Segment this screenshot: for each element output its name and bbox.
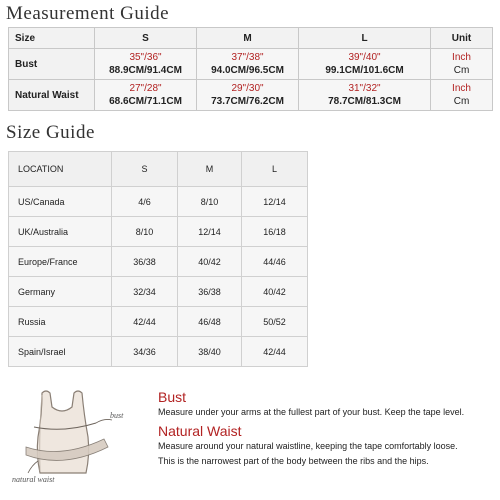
unit-cm: Cm [453, 96, 470, 107]
size-s-cell: 4/6 [112, 187, 178, 217]
size-row [9, 187, 308, 217]
size-s-cell: 34/36 [112, 337, 178, 367]
unit-cm: Cm [453, 65, 470, 76]
waist-definition-text-2: This is the narrowest part of the body between the ribs and the hips. [158, 456, 429, 466]
cell-l [299, 80, 431, 111]
unit-inch: Inch [452, 83, 471, 94]
size-l-cell: 44/46 [242, 247, 308, 277]
measurement-row-waist [9, 80, 493, 111]
location-cell: Germany [9, 277, 112, 307]
cm-value: 88.9CM/91.4CM [109, 65, 182, 76]
header-size: Size [9, 28, 95, 49]
location-cell: US/Canada [9, 187, 112, 217]
size-l-cell: 42/44 [242, 337, 308, 367]
size-l-cell: 16/18 [242, 217, 308, 247]
bust-definition-text: Measure under your arms at the fullest part of your bust. Keep the tape level. [158, 407, 465, 417]
waist-pointer-line [28, 461, 38, 473]
cell-s [95, 80, 197, 111]
waist-definition-title: Natural Waist [158, 423, 242, 439]
size-row [9, 277, 308, 307]
location-cell: UK/Australia [9, 217, 112, 247]
cell-m [197, 80, 299, 111]
size-s-cell: 36/38 [112, 247, 178, 277]
size-m-cell: 8/10 [178, 187, 242, 217]
header-m: M [178, 152, 242, 187]
unit-inch: Inch [452, 52, 471, 63]
row-label: Natural Waist [9, 80, 95, 111]
size-guide-table [8, 151, 308, 367]
size-s-cell: 42/44 [112, 307, 178, 337]
cell-unit [431, 49, 493, 80]
inch-value: 27"/28" [129, 83, 162, 94]
size-row [9, 337, 308, 367]
cm-value: 78.7CM/81.3CM [328, 96, 401, 107]
cell-unit [431, 80, 493, 111]
natural-waist-note: natural waist [12, 475, 55, 484]
bodice-shape [37, 391, 88, 473]
size-row [9, 307, 308, 337]
cm-value: 94.0CM/96.5CM [211, 65, 284, 76]
measurement-row-bust [9, 49, 493, 80]
header-s: S [112, 152, 178, 187]
bust-note: bust [110, 411, 124, 420]
inch-value: 29"/30" [231, 83, 264, 94]
inch-value: 39"/40" [348, 52, 381, 63]
cell-l [299, 49, 431, 80]
header-l: L [299, 28, 431, 49]
location-cell: Europe/France [9, 247, 112, 277]
size-row [9, 247, 308, 277]
location-cell: Spain/Israel [9, 337, 112, 367]
size-header-row [9, 152, 308, 187]
size-s-cell: 8/10 [112, 217, 178, 247]
size-l-cell: 50/52 [242, 307, 308, 337]
header-location: LOCATION [9, 152, 112, 187]
waist-definition-text-1: Measure around your natural waistline, keeping the tape comfortably loose. [158, 441, 458, 451]
measurement-table [8, 27, 493, 111]
measurement-guide-title: Measurement Guide [6, 3, 170, 24]
size-m-cell: 36/38 [178, 277, 242, 307]
cm-value: 99.1CM/101.6CM [325, 65, 404, 76]
row-label: Bust [9, 49, 95, 80]
size-l-cell: 40/42 [242, 277, 308, 307]
header-m: M [197, 28, 299, 49]
size-l-cell: 12/14 [242, 187, 308, 217]
header-unit: Unit [431, 28, 493, 49]
cm-value: 68.6CM/71.1CM [109, 96, 182, 107]
size-row [9, 217, 308, 247]
cell-m [197, 49, 299, 80]
inch-value: 35"/36" [129, 52, 162, 63]
inch-value: 31"/32" [348, 83, 381, 94]
cell-s [95, 49, 197, 80]
bodice-sketch-icon [12, 385, 152, 490]
size-guide-title: Size Guide [6, 122, 95, 143]
inch-value: 37"/38" [231, 52, 264, 63]
size-m-cell: 40/42 [178, 247, 242, 277]
bust-definition-title: Bust [158, 389, 187, 405]
size-s-cell: 32/34 [112, 277, 178, 307]
size-m-cell: 12/14 [178, 217, 242, 247]
size-m-cell: 38/40 [178, 337, 242, 367]
size-m-cell: 46/48 [178, 307, 242, 337]
cm-value: 73.7CM/76.2CM [211, 96, 284, 107]
header-s: S [95, 28, 197, 49]
location-cell: Russia [9, 307, 112, 337]
measurement-header-row [9, 28, 493, 49]
header-l: L [242, 152, 308, 187]
